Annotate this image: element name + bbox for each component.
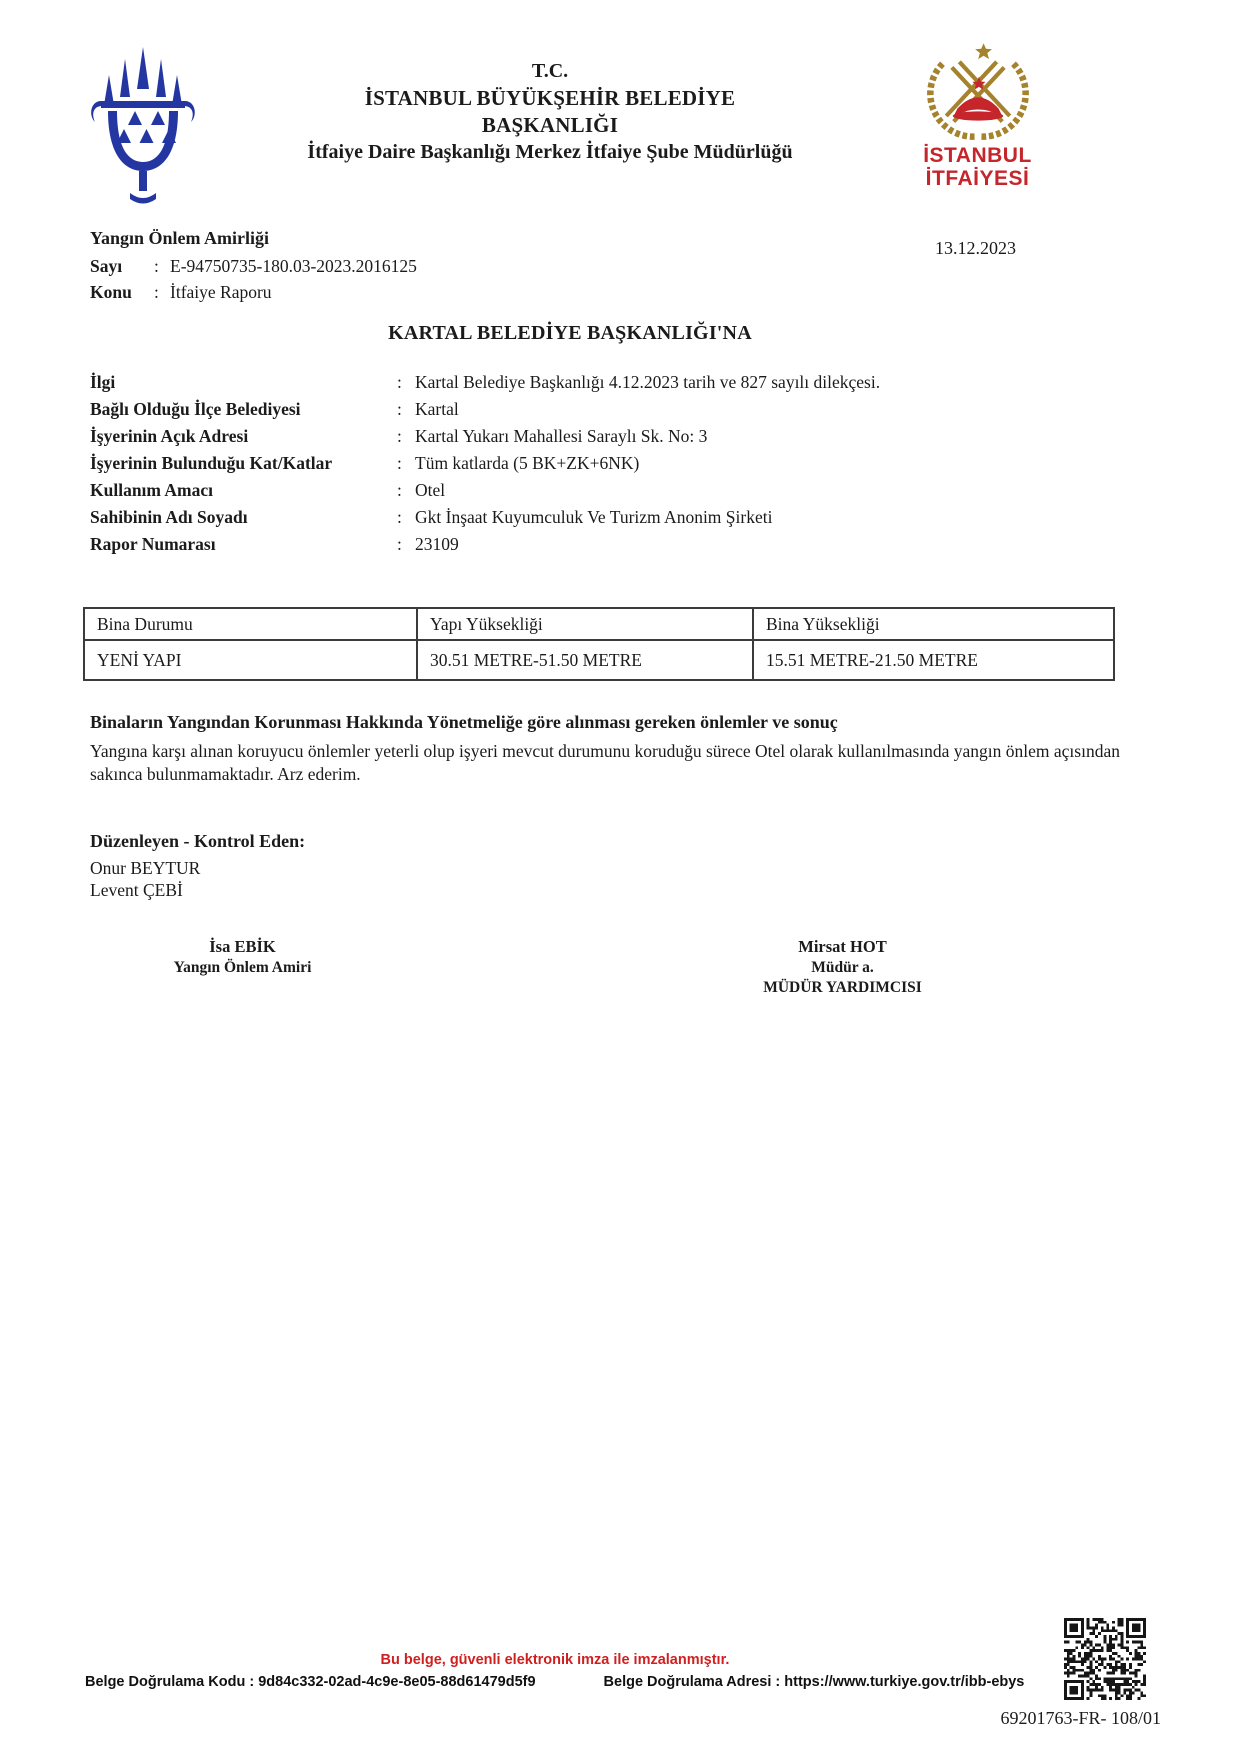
field-label: İşyerinin Açık Adresi (90, 426, 249, 446)
verification-line (85, 1674, 1085, 1690)
building-table-row (84, 640, 1114, 680)
field-value: Otel (415, 480, 446, 500)
sayi-row (90, 256, 710, 277)
esign-notice: Bu belge, güvenli elektronik imza ile imzalanmıştır. (380, 1652, 730, 1668)
letterhead-dept: İtfaiye Daire Başkanlığı Merkez İtfaiye Şube Müdürlüğü (307, 141, 793, 163)
cell-bina-yuksekligi: 15.51 METRE-21.50 METRE (753, 640, 1114, 680)
field-colon: : (397, 453, 402, 473)
ibb-municipality-logo-icon (88, 45, 198, 205)
conclusion-body: Yangına karşı alınan koruyucu önlemler yeterli olup işyeri mevcut durumunu koruduğu sürece Otel olarak kullanılmasında yangın önlem açısından sakınca bulunmamaktadır. Arz ederim. (90, 741, 1120, 784)
konu-value: İtfaiye Raporu (170, 282, 272, 302)
letterhead-tc: T.C. (531, 60, 569, 82)
field-value: 23109 (415, 534, 459, 554)
fire-brigade-wordmark-line1: İSTANBUL (923, 144, 1032, 167)
field-colon: : (397, 372, 402, 392)
preparer-name: Levent ÇEBİ (90, 880, 183, 900)
field-row-katlar (90, 453, 1170, 480)
istanbul-fire-brigade-logo (905, 32, 1050, 190)
letterhead-org: İSTANBUL BÜYÜKŞEHİR BELEDİYE BAŞKANLIĞI (364, 86, 736, 137)
field-value: Tüm katlarda (5 BK+ZK+6NK) (415, 453, 640, 473)
konu-label: Konu (90, 282, 132, 302)
preparers-heading: Düzenleyen - Kontrol Eden: (90, 831, 306, 851)
building-table-header-row (84, 608, 1114, 640)
field-colon: : (397, 534, 402, 554)
field-label: Sahibinin Adı Soyadı (90, 507, 248, 527)
unit-title: Yangın Önlem Amirliği (90, 228, 270, 248)
col-header-bina-durumu: Bina Durumu (84, 608, 417, 640)
letterhead (300, 58, 800, 166)
field-row-sahibi (90, 507, 1170, 534)
document-reference-number: 69201763-FR- 108/01 (1000, 1708, 1161, 1728)
signer-title: Yangın Önlem Amiri (173, 959, 312, 976)
field-label: Bağlı Olduğu İlçe Belediyesi (90, 399, 301, 419)
verify-address: https://www.turkiye.gov.tr/ibb-ebys (784, 1674, 1025, 1690)
field-row-adres (90, 426, 1170, 453)
field-value: Gkt İnşaat Kuyumculuk Ve Turizm Anonim Şirketi (415, 507, 773, 527)
sayi-colon: : (154, 256, 159, 276)
signature-block-left (125, 936, 360, 978)
field-label: Kullanım Amacı (90, 480, 213, 500)
konu-colon: : (154, 282, 159, 302)
verify-code: 9d84c332-02ad-4c9e-8e05-88d61479d5f9 (258, 1674, 536, 1690)
field-row-amac (90, 480, 1170, 507)
cell-yapi-yuksekligi: 30.51 METRE-51.50 METRE (417, 640, 753, 680)
field-value: Kartal Yukarı Mahallesi Saraylı Sk. No: 3 (415, 426, 708, 446)
signer-name: Mirsat HOT (798, 937, 887, 956)
verify-code-label: Belge Doğrulama Kodu : (85, 1674, 255, 1690)
field-colon: : (397, 399, 402, 419)
col-header-yapi-yuksekligi: Yapı Yüksekliği (417, 608, 753, 640)
signer-title: MÜDÜR YARDIMCISI (763, 979, 922, 996)
field-value: Kartal Belediye Başkanlığı 4.12.2023 tarih ve 827 sayılı dilekçesi. (415, 372, 881, 392)
field-row-ilgi (90, 372, 1170, 399)
fire-brigade-emblem-icon (922, 32, 1034, 144)
sayi-label: Sayı (90, 256, 123, 276)
preparer-name: Onur BEYTUR (90, 858, 201, 878)
conclusion-heading: Binaların Yangından Korunması Hakkında Yönetmeliğe göre alınması gereken önlemler ve sonuç (90, 712, 838, 732)
field-row-ilce (90, 399, 1170, 426)
verify-address-label: Belge Doğrulama Adresi : (603, 1674, 781, 1690)
addressee-title: KARTAL BELEDİYE BAŞKANLIĞI'NA (388, 322, 752, 344)
sayi-value: E-94750735-180.03-2023.2016125 (170, 256, 417, 276)
col-header-bina-yuksekligi: Bina Yüksekliği (753, 608, 1114, 640)
field-colon: : (397, 507, 402, 527)
signer-title: Müdür a. (811, 959, 874, 976)
qr-code (1063, 1618, 1147, 1700)
fire-brigade-wordmark-line2: İTFAİYESİ (925, 167, 1030, 190)
field-colon: : (397, 426, 402, 446)
konu-row (90, 282, 710, 303)
signature-block-right (715, 936, 970, 998)
field-value: Kartal (415, 399, 459, 419)
field-row-rapor-no (90, 534, 1170, 561)
field-list (90, 372, 1170, 561)
document-date: 13.12.2023 (935, 238, 1016, 258)
field-colon: : (397, 480, 402, 500)
field-label: İlgi (90, 372, 116, 392)
signer-name: İsa EBİK (209, 937, 276, 956)
cell-bina-durumu: YENİ YAPI (84, 640, 417, 680)
field-label: İşyerinin Bulunduğu Kat/Katlar (90, 453, 333, 473)
building-table (83, 607, 1115, 681)
field-label: Rapor Numarası (90, 534, 216, 554)
